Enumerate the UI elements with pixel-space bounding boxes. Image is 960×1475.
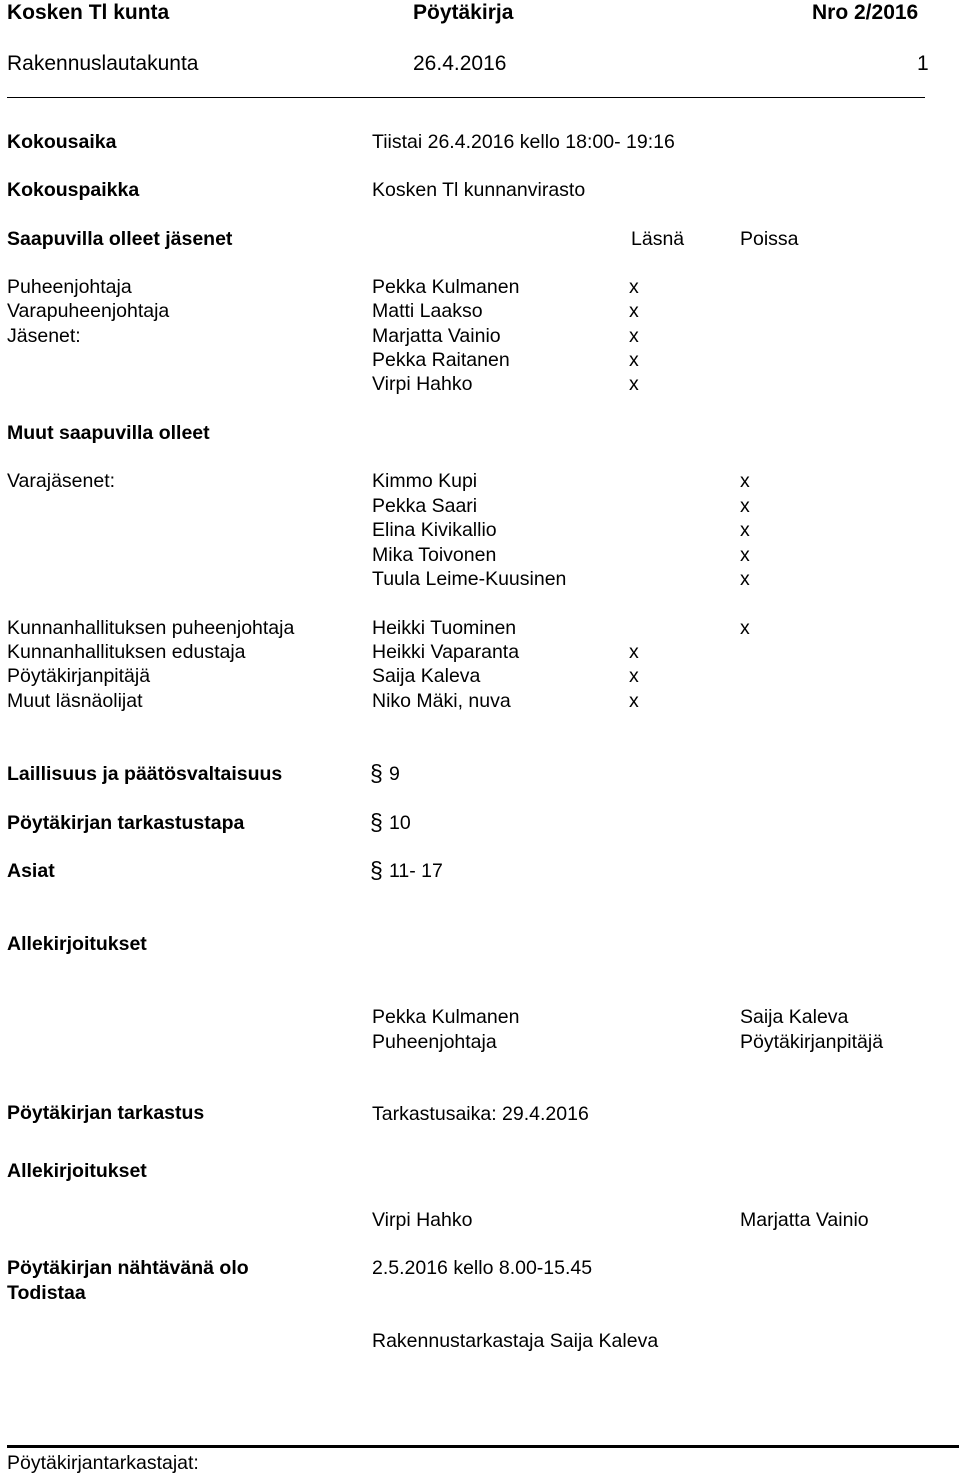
member-role: Varapuheenjohtaja — [7, 300, 170, 322]
meeting-place-value: Kosken Tl kunnanvirasto — [372, 179, 586, 201]
meeting-time-label: Kokousaika — [7, 131, 117, 153]
deputy-name: Tuula Leime-Kuusinen — [372, 568, 567, 590]
official-name: Heikki Tuominen — [372, 617, 517, 639]
page-number: 1 — [917, 52, 929, 75]
signatures-title: Allekirjoitukset — [7, 933, 147, 955]
matters-label: Asiat — [7, 860, 55, 882]
review-value: Tarkastusaika: 29.4.2016 — [372, 1103, 589, 1125]
deputy-role: Varajäsenet: — [7, 470, 116, 492]
present-mark: x — [629, 276, 639, 298]
member-name: Virpi Hahko — [372, 373, 473, 395]
others-title: Muut saapuvilla olleet — [7, 422, 210, 444]
deputy-name: Elina Kivikallio — [372, 519, 497, 541]
legality-label: Laillisuus ja päätösvaltaisuus — [7, 763, 283, 785]
absent-mark: x — [740, 470, 750, 492]
member-name: Marjatta Vainio — [372, 325, 501, 347]
official-name: Heikki Vaparanta — [372, 641, 520, 663]
chair-role: Puheenjohtaja — [372, 1031, 497, 1053]
absent-mark: x — [740, 617, 750, 639]
document-number: Nro 2/2016 — [812, 1, 919, 24]
section-symbol: § — [370, 857, 383, 883]
section-symbol: § — [370, 760, 383, 786]
secretary-name: Saija Kaleva — [740, 1006, 849, 1028]
attendance-title: Saapuvilla olleet jäsenet — [7, 228, 233, 250]
section-symbol: § — [370, 809, 383, 835]
footer-divider — [7, 1445, 959, 1448]
review-method-value: 10 — [389, 812, 411, 834]
member-name: Pekka Raitanen — [372, 349, 510, 371]
member-name: Pekka Kulmanen — [372, 276, 520, 298]
meeting-place-label: Kokouspaikka — [7, 179, 140, 201]
matters-value: 11- 17 — [389, 860, 443, 882]
absent-mark: x — [740, 495, 750, 517]
present-column-label: Läsnä — [631, 228, 685, 250]
committee-name: Rakennuslautakunta — [7, 52, 199, 75]
present-mark: x — [629, 373, 639, 395]
meeting-time-value: Tiistai 26.4.2016 kello 18:00- 19:16 — [372, 131, 675, 153]
official-role: Kunnanhallituksen edustaja — [7, 641, 246, 663]
display-label-line1: Pöytäkirjan nähtävänä olo — [7, 1257, 249, 1279]
official-role: Muut läsnäolijat — [7, 690, 143, 712]
present-mark: x — [629, 641, 639, 663]
official-name: Niko Mäki, nuva — [372, 690, 511, 712]
footer-label: Pöytäkirjantarkastajat: — [7, 1452, 199, 1474]
present-mark: x — [629, 349, 639, 371]
municipality-name: Kosken Tl kunta — [7, 1, 170, 24]
document-type: Pöytäkirja — [413, 1, 514, 24]
header-date: 26.4.2016 — [413, 52, 507, 75]
official-role: Kunnanhallituksen puheenjohtaja — [7, 617, 295, 639]
reviewer-2-name: Marjatta Vainio — [740, 1209, 869, 1231]
member-role: Jäsenet: — [7, 325, 81, 347]
reviewer-1-name: Virpi Hahko — [372, 1209, 473, 1231]
present-mark: x — [629, 665, 639, 687]
display-label-line2: Todistaa — [7, 1282, 86, 1304]
member-name: Matti Laakso — [372, 300, 483, 322]
secretary-role: Pöytäkirjanpitäjä — [740, 1031, 884, 1053]
certifier: Rakennustarkastaja Saija Kaleva — [372, 1330, 659, 1352]
official-role: Pöytäkirjanpitäjä — [7, 665, 151, 687]
deputy-name: Mika Toivonen — [372, 544, 497, 566]
display-value: 2.5.2016 kello 8.00-15.45 — [372, 1257, 593, 1279]
absent-column-label: Poissa — [740, 228, 799, 250]
review-signatures-title: Allekirjoitukset — [7, 1160, 147, 1182]
chair-name: Pekka Kulmanen — [372, 1006, 520, 1028]
member-role: Puheenjohtaja — [7, 276, 132, 298]
official-name: Saija Kaleva — [372, 665, 481, 687]
absent-mark: x — [740, 519, 750, 541]
legality-value: 9 — [389, 763, 400, 785]
absent-mark: x — [740, 568, 750, 590]
present-mark: x — [629, 325, 639, 347]
deputy-name: Kimmo Kupi — [372, 470, 478, 492]
header-divider — [7, 97, 925, 98]
deputy-name: Pekka Saari — [372, 495, 478, 517]
review-label: Pöytäkirjan tarkastus — [7, 1102, 205, 1124]
present-mark: x — [629, 690, 639, 712]
present-mark: x — [629, 300, 639, 322]
review-method-label: Pöytäkirjan tarkastustapa — [7, 812, 245, 834]
absent-mark: x — [740, 544, 750, 566]
